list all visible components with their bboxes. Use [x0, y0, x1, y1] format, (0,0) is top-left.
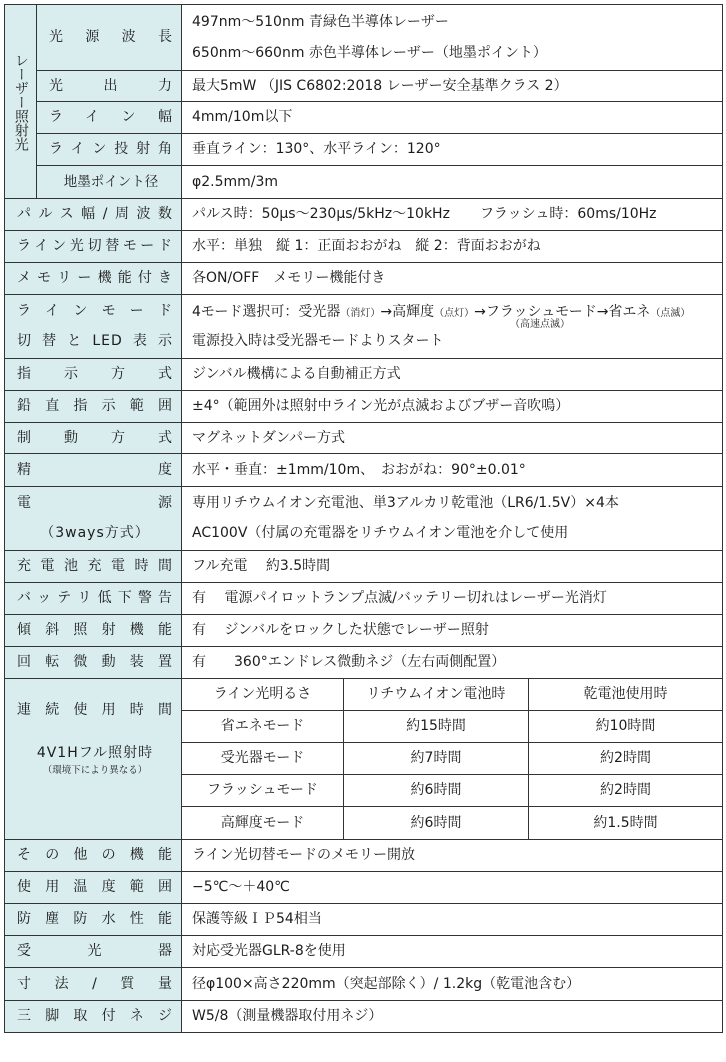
- spec-value: フル充電 約3.5時間: [182, 551, 723, 583]
- table-cell: 約10時間: [529, 711, 723, 743]
- table-row: [5, 551, 723, 583]
- spec-label: 指示方式: [5, 359, 182, 391]
- table-row: [5, 679, 723, 711]
- table-row: [5, 647, 723, 679]
- table-row: [5, 454, 723, 487]
- table-row: [5, 166, 723, 199]
- spec-value: 専用リチウムイオン充電池、単3アルカリ乾電池（LR6/1.5V）×4本 AC100V（付属の充電器をリチウムイオン電池を介して使用: [182, 487, 723, 551]
- table-row: [5, 615, 723, 647]
- spec-label: 充電池充電時間: [5, 551, 182, 583]
- table-row: [5, 359, 723, 391]
- table-row: [5, 840, 723, 872]
- spec-label: 受光器: [5, 936, 182, 968]
- spec-label: その他の機能: [5, 840, 182, 872]
- spec-value: 最大5mW （JIS C6802:2018 レーザー安全基準クラス 2）: [182, 71, 723, 102]
- spec-value: 水平・垂直：±1mm/10m、 おおがね：90°±0.01°: [182, 454, 723, 487]
- spec-value: ライン光切替モードのメモリー開放: [182, 840, 723, 872]
- spec-value: 径φ100×高さ220mm（突起部除く）/ 1.2kg（乾電池含む）: [182, 968, 723, 1001]
- table-row: [5, 391, 723, 423]
- spec-value: パルス時：50μs〜230μs/5kHz〜10kHz フラッシュ時：60ms/10Hz: [182, 199, 723, 231]
- spec-label: 三脚取付ネジ: [5, 1001, 182, 1033]
- spec-label: バッテリ低下警告: [5, 583, 182, 615]
- table-row: [5, 199, 723, 231]
- spec-value: 垂直ライン：130°、水平ライン：120°: [182, 134, 723, 166]
- spec-label: メモリー機能付き: [5, 263, 182, 295]
- table-cell: 高輝度モード: [182, 807, 344, 840]
- spec-table: [4, 4, 723, 1033]
- spec-label: ライン投射角: [37, 134, 182, 166]
- table-row: [5, 872, 723, 904]
- spec-label: ライン幅: [37, 102, 182, 134]
- spec-label: 精度: [5, 454, 182, 487]
- spec-value: 保護等級ＩＰ54相当: [182, 904, 723, 936]
- spec-value: 各ON/OFF メモリー機能付き: [182, 263, 723, 295]
- spec-label: パルス幅/周波数: [5, 199, 182, 231]
- spec-value: マグネットダンパー方式: [182, 423, 723, 454]
- table-row: [5, 71, 723, 102]
- column-header: リチウムイオン電池時: [344, 679, 529, 711]
- spec-value: 4mm/10m以下: [182, 102, 723, 134]
- spec-label: 防塵防水性能: [5, 904, 182, 936]
- table-row: [5, 1001, 723, 1033]
- spec-label: 回転微動装置: [5, 647, 182, 679]
- laser-group-label: レーザー照射光: [5, 5, 37, 199]
- table-cell: 約15時間: [344, 711, 529, 743]
- table-cell: 約2時間: [529, 743, 723, 775]
- spec-label: 地墨ポイント径: [37, 166, 182, 199]
- spec-label: 制動方式: [5, 423, 182, 454]
- spec-label: ライン光切替モード: [5, 231, 182, 263]
- spec-label: 鉛直指示範囲: [5, 391, 182, 423]
- table-row: [5, 134, 723, 166]
- table-row: [5, 904, 723, 936]
- spec-value: ジンバル機構による自動補正方式: [182, 359, 723, 391]
- spec-value: −5℃〜＋40℃: [182, 872, 723, 904]
- column-header: ライン光明るさ: [182, 679, 344, 711]
- table-row: [5, 102, 723, 134]
- table-row: [5, 968, 723, 1001]
- table-row: [5, 423, 723, 454]
- table-cell: 約1.5時間: [529, 807, 723, 840]
- table-cell: 約7時間: [344, 743, 529, 775]
- spec-label: 連続使用時間 4V1Hフル照射時 （環境下により異なる）: [5, 679, 182, 840]
- spec-label: 傾斜照射機能: [5, 615, 182, 647]
- spec-label: 光出力: [37, 71, 182, 102]
- spec-label: 使用温度範囲: [5, 872, 182, 904]
- spec-value: 有 ジンバルをロックした状態でレーザー照射: [182, 615, 723, 647]
- table-row: [5, 231, 723, 263]
- spec-value: 対応受光器GLR-8を使用: [182, 936, 723, 968]
- spec-value: W5/8（測量機器取付用ネジ）: [182, 1001, 723, 1033]
- spec-label: ラインモード 切替とLED表示: [5, 295, 182, 359]
- table-cell: 約6時間: [344, 807, 529, 840]
- spec-value: 4モード選択可：受光器（消灯）→高輝度（点灯）→フラッシュモード→省エネ（点滅） （高速点滅） 電源投入時は受光器モードよりスタート: [182, 295, 723, 359]
- spec-label: 寸法/質量: [5, 968, 182, 1001]
- table-row: [5, 487, 723, 551]
- table-row: [5, 5, 723, 71]
- spec-value: ±4°（範囲外は照射中ライン光が点滅およびブザー音吹鳴）: [182, 391, 723, 423]
- spec-value: 水平：単独 縦 1：正面おおがね 縦 2：背面おおがね: [182, 231, 723, 263]
- table-cell: 約6時間: [344, 775, 529, 807]
- table-row: [5, 583, 723, 615]
- table-cell: フラッシュモード: [182, 775, 344, 807]
- spec-value: 有 360°エンドレス微動ネジ（左右両側配置）: [182, 647, 723, 679]
- table-row: [5, 295, 723, 359]
- table-row: [5, 263, 723, 295]
- spec-label: 光源波長: [37, 5, 182, 71]
- table-cell: 省エネモード: [182, 711, 344, 743]
- spec-value: 497nm〜510nm 青緑色半導体レーザー 650nm〜660nm 赤色半導体レーザー（地墨ポイント）: [182, 5, 723, 71]
- table-cell: 受光器モード: [182, 743, 344, 775]
- column-header: 乾電池使用時: [529, 679, 723, 711]
- table-row: [5, 936, 723, 968]
- spec-value: 有 電源パイロットランプ点滅/バッテリー切れはレーザー光消灯: [182, 583, 723, 615]
- spec-label: 電源 （3ways方式）: [5, 487, 182, 551]
- table-cell: 約2時間: [529, 775, 723, 807]
- spec-value: φ2.5mm/3m: [182, 166, 723, 199]
